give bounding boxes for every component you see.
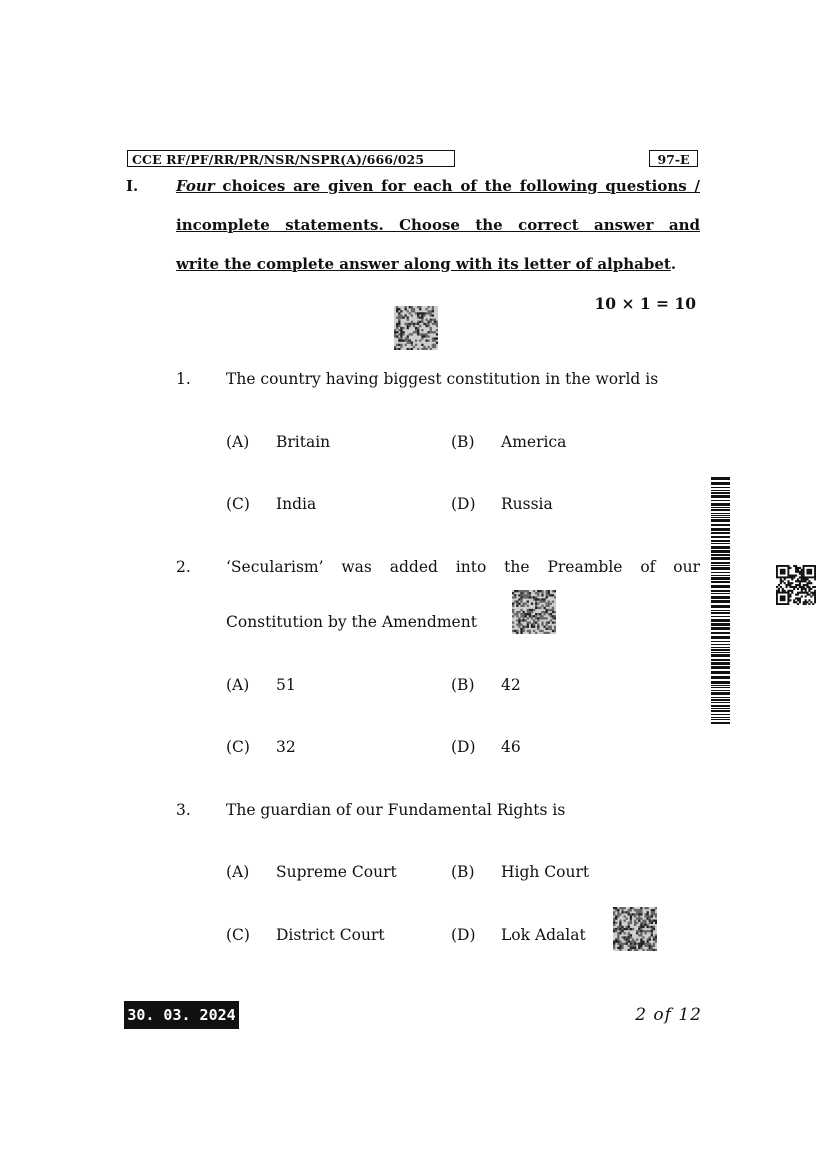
question-2-option-b-letter: (B) (451, 676, 475, 694)
question-3-option-b-letter: (B) (451, 863, 475, 881)
question-2-option-c-letter: (C) (226, 738, 250, 756)
question-2-option-a: 51 (276, 676, 296, 694)
question-3-option-c-letter: (C) (226, 926, 250, 944)
marks-allocation: 10 × 1 = 10 (594, 294, 696, 313)
question-3-option-d-letter: (D) (451, 926, 476, 944)
page-number: 2 of 12 (635, 1005, 702, 1025)
side-qr-code-icon (776, 565, 816, 605)
exam-date: 30. 03. 2024 (124, 1001, 239, 1029)
qr-code-icon (613, 907, 657, 951)
question-3-option-b: High Court (501, 863, 590, 881)
question-1-option-d: Russia (501, 495, 553, 513)
instruction-line-3-text: write the complete answer along with its letter of alphabet (176, 255, 671, 273)
question-2-option-a-letter: (A) (226, 676, 250, 694)
question-3-number: 3. (176, 801, 191, 819)
question-2-option-d: 46 (501, 738, 521, 756)
instruction-line-3-end: . (670, 255, 677, 273)
question-1-option-b: America (501, 433, 567, 451)
question-2-option-b: 42 (501, 676, 521, 694)
paper-code: CCE RF/PF/RR/PR/NSR/NSPR(A)/666/025 (127, 150, 455, 167)
set-code: 97-E (649, 150, 698, 167)
question-2-text-line-2: Constitution by the Amendment (226, 613, 477, 631)
question-1-option-c: India (276, 495, 317, 513)
question-1-option-c-letter: (C) (226, 495, 250, 513)
question-1-option-b-letter: (B) (451, 433, 475, 451)
question-3-text: The guardian of our Fundamental Rights is (226, 801, 566, 819)
question-1-option-a-letter: (A) (226, 433, 250, 451)
question-1-text: The country having biggest constitution in the world is (226, 370, 659, 388)
question-2-option-d-letter: (D) (451, 738, 476, 756)
question-3-option-a-letter: (A) (226, 863, 250, 881)
instruction-emphasis: Four (176, 177, 215, 195)
question-1-option-d-letter: (D) (451, 495, 476, 513)
instruction-line-3 (176, 254, 700, 274)
question-3-option-d: Lok Adalat (501, 926, 586, 944)
question-2-number: 2. (176, 558, 191, 576)
question-1-option-a: Britain (276, 433, 331, 451)
qr-code-icon (512, 590, 556, 634)
question-3-option-c: District Court (276, 926, 385, 944)
instruction-line-2: incomplete statements. Choose the correct answer and (176, 216, 700, 234)
instruction-line-1-text: choices are given for each of the following questions / (214, 177, 700, 195)
question-2-text-line-1: ‘Secularism’ was added into the Preamble of our (226, 558, 700, 576)
question-3-option-a: Supreme Court (276, 863, 397, 881)
question-1-number: 1. (176, 370, 191, 388)
section-number: I. (126, 177, 139, 195)
instruction-line-1 (176, 176, 700, 196)
question-2-option-c: 32 (276, 738, 296, 756)
barcode-icon (711, 477, 730, 725)
qr-code-icon (394, 306, 438, 350)
